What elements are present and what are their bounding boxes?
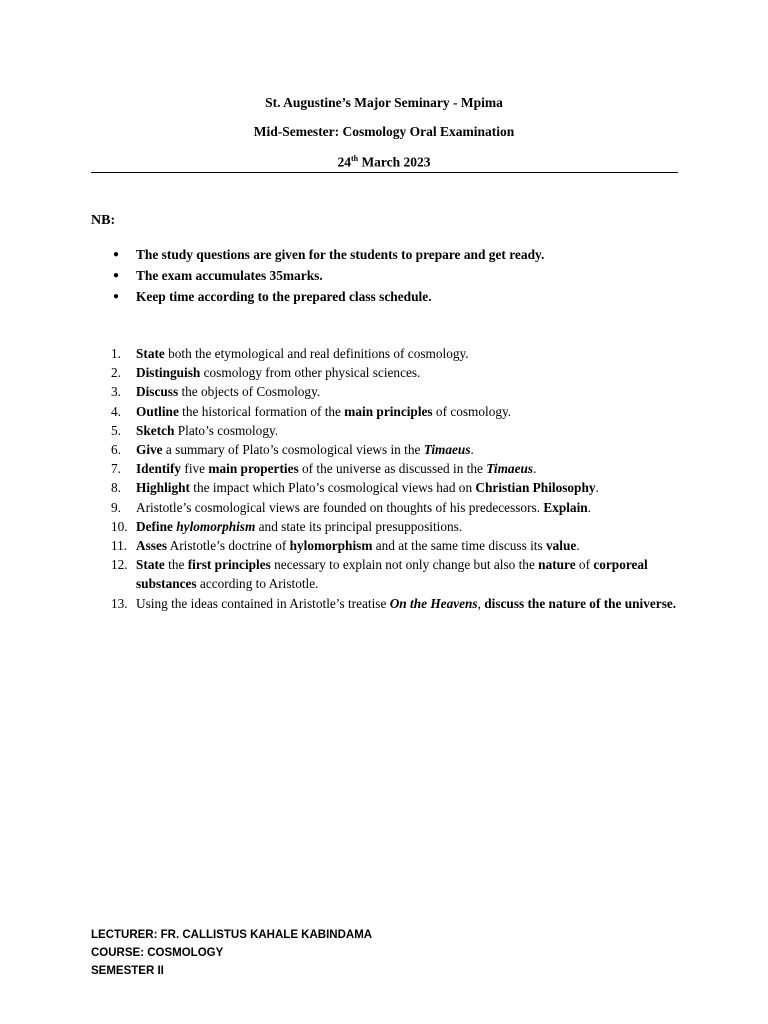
question-text: of the universe as discussed in the — [298, 461, 487, 477]
question-text: Sketch — [136, 422, 175, 438]
exam-date — [0, 154, 768, 171]
instruction-text: Keep time according to the prepared class schedule. — [136, 289, 432, 304]
institution-title: St. Augustine’s Major Seminary - Mpima — [265, 95, 503, 110]
question-text: Plato’s cosmology. — [174, 422, 279, 438]
question-text: Aristotle’s doctrine of — [167, 538, 290, 554]
question-text: cosmology from other physical sciences. — [200, 365, 421, 381]
question-text: Timaeus — [423, 442, 471, 458]
question-text: the impact which Plato’s cosmological views had on — [189, 480, 476, 496]
question-text: corporeal substances — [136, 557, 648, 592]
question-number: 7. — [111, 461, 121, 477]
question-number: 5. — [111, 422, 121, 438]
question-number: 13. — [111, 595, 128, 611]
question-text: Give — [136, 442, 163, 458]
question-number: 10. — [111, 518, 128, 534]
question-text: hylomorphism — [176, 518, 256, 534]
date-suffix: th — [350, 154, 359, 163]
question-text: , — [477, 595, 485, 611]
question-item — [91, 344, 681, 363]
question-number: 6. — [111, 442, 121, 458]
question-text: Define — [136, 518, 173, 534]
bullet-icon: ● — [113, 291, 120, 302]
question-text: Aristotle’s cosmological views are founded on thoughts of his predecessors. — [136, 499, 544, 515]
question-text: main properties — [208, 461, 299, 477]
question-item — [91, 440, 681, 459]
question-item — [91, 536, 681, 555]
question-item — [91, 382, 681, 401]
question-text: value — [545, 538, 577, 554]
question-text: the historical formation of the — [178, 403, 345, 419]
nb-label: NB: — [91, 213, 116, 228]
question-item — [91, 459, 681, 478]
question-text: first principles — [187, 557, 271, 573]
instruction-text: The study questions are given for the students to prepare and get ready. — [136, 247, 545, 262]
question-number: 3. — [111, 384, 121, 400]
question-text: hylomorphism — [289, 538, 373, 554]
question-text: necessary to explain not only change but also the — [270, 557, 539, 573]
header-divider — [91, 172, 678, 173]
question-text: five — [181, 461, 209, 477]
question-text: the objects of Cosmology. — [178, 384, 321, 400]
exam-title: Mid-Semester: Cosmology Oral Examination — [253, 124, 515, 139]
question-number: 12. — [111, 557, 128, 573]
question-text: Christian Philosophy — [475, 480, 596, 496]
question-text: Explain — [543, 499, 588, 515]
bullet-icon: ● — [113, 270, 120, 281]
question-text: . — [533, 461, 537, 477]
question-text: Distinguish — [136, 365, 201, 381]
instructions-list — [91, 246, 544, 309]
footer — [91, 926, 372, 980]
question-item — [91, 402, 681, 421]
question-text: . — [470, 442, 474, 458]
lecturer-line: LECTURER: FR. CALLISTUS KAHALE KABINDAMA — [91, 929, 373, 941]
question-text: nature — [538, 557, 576, 573]
date-rest: March 2023 — [358, 154, 431, 170]
question-text: main principles — [344, 403, 433, 419]
question-item — [91, 421, 681, 440]
question-text: a summary of Plato’s cosmological views in the — [162, 442, 424, 458]
question-text: State — [136, 346, 165, 361]
question-number: 2. — [111, 365, 121, 381]
question-text: Highlight — [136, 480, 190, 496]
question-text: Using the ideas contained in Aristotle’s treatise — [136, 595, 390, 611]
question-text: of — [575, 557, 594, 573]
course-line: COURSE: COSMOLOGY — [91, 947, 224, 959]
question-text: . — [587, 499, 592, 515]
question-number: 4. — [111, 403, 121, 419]
question-text: Asses — [136, 538, 168, 554]
question-text: Identify — [136, 461, 182, 477]
question-text: according to Aristotle. — [196, 576, 319, 592]
instruction-item — [91, 288, 544, 309]
semester-line: SEMESTER II — [91, 965, 164, 977]
question-text: both the etymological and real definitions of cosmology. — [164, 346, 469, 361]
question-item — [91, 594, 681, 613]
bullet-icon: ● — [113, 249, 120, 260]
question-item — [91, 363, 681, 382]
question-number: 1. — [111, 346, 121, 361]
instruction-text: The exam accumulates 35marks. — [136, 268, 323, 283]
question-number: 8. — [111, 480, 121, 496]
question-number: 9. — [111, 499, 121, 515]
date-day: 24 — [337, 154, 351, 170]
question-number: 11. — [111, 538, 128, 554]
question-text: . — [576, 538, 580, 554]
question-text: Timaeus — [486, 461, 534, 477]
questions-list — [91, 344, 681, 613]
question-text: Discuss — [136, 384, 179, 400]
question-text: Outline — [136, 403, 179, 419]
question-item — [91, 555, 681, 593]
question-text: of cosmology. — [432, 403, 512, 419]
question-item — [91, 478, 681, 497]
question-text: State — [136, 557, 165, 573]
question-text: . — [595, 480, 599, 496]
question-text: and at the same time discuss its — [372, 538, 546, 554]
instruction-item — [91, 267, 544, 288]
question-text: and state its principal presuppositions. — [255, 518, 463, 534]
question-item — [91, 517, 681, 536]
instruction-item — [91, 246, 544, 267]
question-text: On the Heavens — [389, 595, 478, 611]
question-text: discuss the nature of the universe. — [484, 595, 677, 611]
question-item — [91, 498, 681, 517]
question-text: the — [164, 557, 188, 573]
